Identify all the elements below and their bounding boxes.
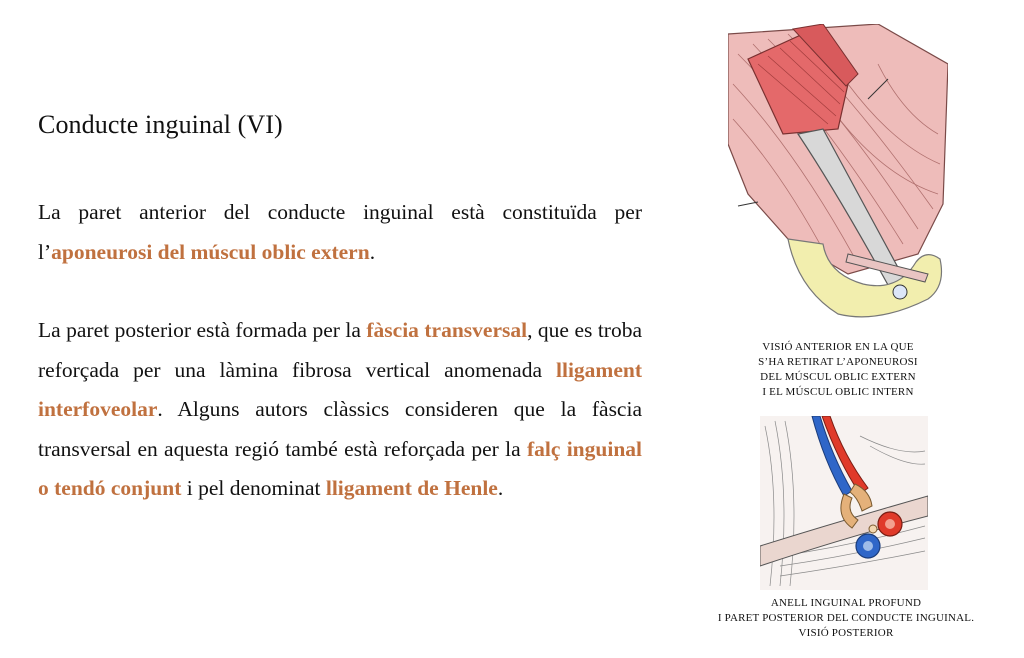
- posterior-view-drawing: [760, 416, 928, 590]
- paragraph-text: , que es troba reforçada per una làmina fibrosa vertical anomenada: [38, 318, 642, 382]
- pointer-line: [738, 202, 758, 206]
- paragraph-posterior-wall: [38, 311, 642, 509]
- anterior-view-drawing: [728, 24, 948, 330]
- paragraph-text: La paret posterior està formada per la: [38, 318, 367, 342]
- caption-line: I PARET POSTERIOR DEL CONDUCTE INGUINAL.: [717, 612, 975, 624]
- paragraph-anterior-wall: [38, 193, 642, 272]
- anterior-view-illustration: [728, 24, 948, 330]
- caption-line: S’HA RETIRAT L’APONEUROSI: [758, 356, 918, 368]
- vein-lumen: [863, 541, 873, 551]
- caption-line: DEL MÚSCUL OBLIC EXTERN: [760, 371, 916, 383]
- paragraph-text: i pel denominat: [181, 476, 326, 500]
- posterior-view-illustration: [760, 416, 928, 590]
- term-lligament-henle[interactable]: lligament de Henle: [325, 476, 498, 500]
- duct-circle: [869, 525, 877, 533]
- caption-line: VISIÓ POSTERIOR: [798, 627, 894, 639]
- artery-lumen: [885, 519, 895, 529]
- term-lligament-interfoveolar[interactable]: lligament interfoveolar: [38, 357, 642, 421]
- paragraph-text: .: [369, 239, 376, 264]
- caption-line: ANELL INGUINAL PROFUND: [770, 597, 922, 609]
- page-title: Conducte inguinal (VI): [38, 110, 283, 139]
- figure1-caption: [728, 340, 948, 400]
- term-aponeurosi-oblic-extern[interactable]: aponeurosi del múscul oblic extern: [51, 239, 370, 264]
- figure2-caption: [690, 596, 1002, 641]
- paragraph-text: . Alguns autors clàssics consideren que la fàscia transversal en aquesta regió també està reforçada per la: [38, 397, 642, 461]
- cord-end-circle: [893, 285, 907, 299]
- caption-line: VISIÓ ANTERIOR EN LA QUE: [762, 341, 914, 353]
- caption-line: I EL MÚSCUL OBLIC INTERN: [762, 386, 914, 398]
- paragraph-text: La paret anterior del conducte inguinal està constituïda per l’: [38, 200, 642, 264]
- paragraph-text: .: [497, 476, 504, 500]
- term-fascia-transversal[interactable]: fàscia transversal: [366, 318, 528, 342]
- term-falc-inguinal[interactable]: falç inguinal o tendó conjunt: [38, 436, 642, 500]
